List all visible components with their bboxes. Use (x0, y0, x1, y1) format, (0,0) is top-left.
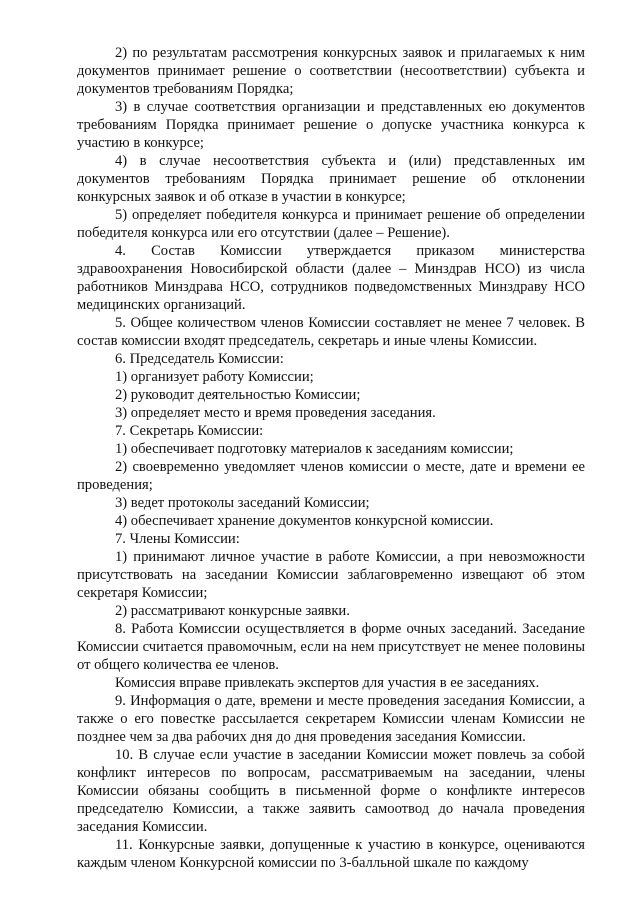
paragraph: 4) обеспечивает хранение документов конкурсной комиссии. (115, 513, 494, 529)
paragraph: 2) своевременно уведомляет членов комиссии о месте, дате и времени ее проведения; (77, 459, 585, 493)
paragraph: 9. Информация о дате, времени и месте проведения заседания Комиссии, а также о его повестке рассылается секретарем Комиссии членам Комиссии не позднее чем за два рабочих дня до дня проведения заседания Комиссии. (77, 693, 585, 745)
paragraph: 3) в случае соответствия организации и представленных ею документов требованиям Порядка принимает решение о допуске участника конкурса к участию в конкурсе; (77, 99, 585, 151)
paragraph: 1) обеспечивает подготовку материалов к заседаниям комиссии; (115, 441, 514, 457)
document-page (77, 44, 585, 872)
paragraph: 8. Работа Комиссии осуществляется в форме очных заседаний. Заседание Комиссии считается правомочным, если на нем присутствует не менее половины от общего количества ее членов. (77, 621, 585, 673)
paragraph: 2) рассматривают конкурсные заявки. (115, 603, 350, 619)
paragraph: Комиссия вправе привлекать экспертов для участия в ее заседаниях. (115, 675, 540, 691)
paragraph: 4) в случае несоответствия субъекта и (или) представленных им документов требованиям Порядка принимает решение об отклонении конкурсных заявок и об отказе в участии в конкурсе; (77, 153, 585, 205)
paragraph: 3) определяет место и время проведения заседания. (115, 405, 436, 421)
paragraph: 4. Состав Комиссии утверждается приказом министерства здравоохранения Новосибирской области (далее – Минздрав НСО) из числа работников Минздрава НСО, сотрудников подведомственных Минздраву НСО медицинских организаций. (77, 243, 585, 313)
paragraph: 5. Общее количеством членов Комиссии составляет не менее 7 человек. В состав комиссии входят председатель, секретарь и иные члены Комиссии. (77, 315, 585, 349)
paragraph: 2) руководит деятельностью Комиссии; (115, 387, 361, 403)
paragraph: 3) ведет протоколы заседаний Комиссии; (115, 495, 370, 511)
paragraph: 1) принимают личное участие в работе Комиссии, а при невозможности присутствовать на заседании Комиссии заблаговременно извещают об этом секретаря Комиссии; (77, 549, 585, 601)
paragraph: 5) определяет победителя конкурса и принимает решение об определении победителя конкурса или его отсутствии (далее – Решение). (77, 207, 585, 241)
paragraph: 7. Члены Комиссии: (115, 531, 240, 547)
paragraph: 1) организует работу Комиссии; (115, 369, 314, 385)
paragraph: 7. Секретарь Комиссии: (115, 423, 264, 439)
paragraph: 10. В случае если участие в заседании Комиссии может повлечь за собой конфликт интересов по вопросам, рассматриваемым на заседании, члены Комиссии обязаны сообщить в письменной форме о конфликте интересов председателю Комиссии, а также заявить самоотвод до начала проведения заседания Комиссии. (77, 747, 585, 835)
paragraph: 6. Председатель Комиссии: (115, 351, 284, 367)
paragraph: 11. Конкурсные заявки, допущенные к участию в конкурсе, оцениваются каждым членом Конкурсной комиссии по 3-балльной шкале по каждому (77, 837, 585, 871)
paragraph: 2) по результатам рассмотрения конкурсных заявок и прилагаемых к ним документов принимает решение о соответствии (несоответствии) субъекта и документов требованиям Порядка; (77, 45, 585, 97)
